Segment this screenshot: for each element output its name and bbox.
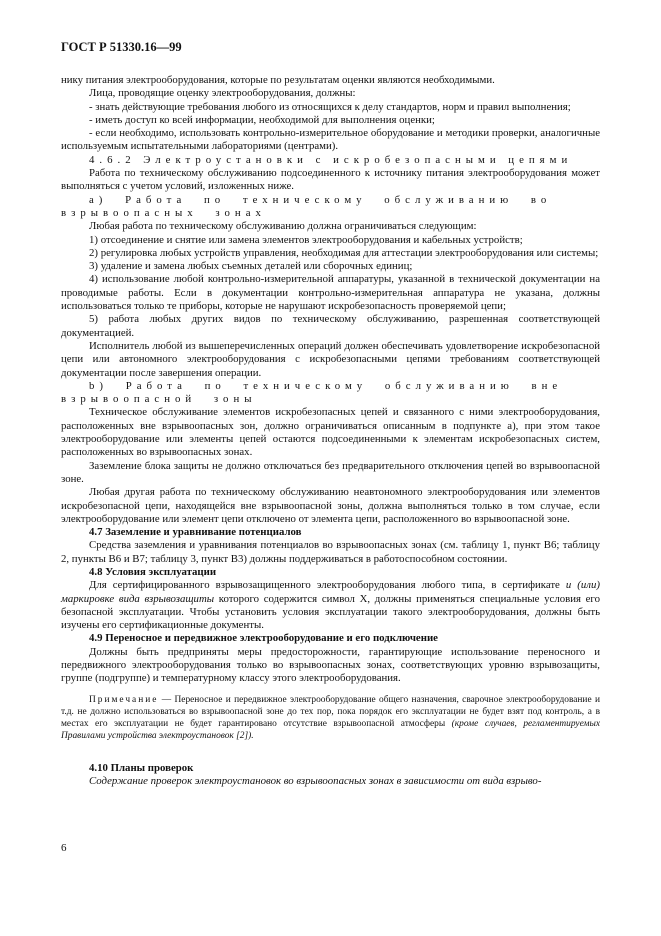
list-item: 2) регулировка любых устройств управления, необходимая для аттестации электрооборудования или системы; (89, 246, 599, 259)
section-heading-4-8: 4.8 Условия эксплуатации (89, 565, 217, 578)
list-item: - если необходимо, использовать контрольно-измерительное оборудование и методики проверки, аналогичные используемым испытательными лабораториями (центрами). (61, 127, 600, 153)
paragraph: Работа по техническому обслуживанию подсоединенного к источнику питания электрооборудования может выполняться с учетом условий, изложенных ниже. (61, 167, 600, 193)
list-item: 4) использование любой контрольно-измерительной аппаратуры, указанной в технической документации на проводимые работы. Если в документации контрольно-измерительная аппаратура не указана, должны использоваться только те приборы, которые не нарушают искробезопасность проверяемой цепи; (61, 273, 600, 313)
paragraph-italic-text: и (или) маркировке вида взрывозащиты (61, 579, 600, 605)
paragraph: Любая работа по техническому обслуживанию должна ограничиваться следующим: (89, 220, 477, 233)
paragraph: Лица, проводящие оценку электрооборудования, должны: (89, 87, 356, 100)
note-italic-text: (кроме случаев, регламентируемых Правилами устройства электроустановок [2]). (61, 718, 601, 741)
standard-title: ГОСТ Р 51330.16—99 (61, 40, 182, 54)
paragraph: Должны быть предприняты меры предосторожности, гарантирующие использование переносного и передвижного электрооборудования только во взрывоопасных зонах, соответствующих уровню взрывозащиты, группе (подгруппе) и температурному классу этого электрооборудования. (61, 645, 600, 685)
section-heading-4-6-2: 4.6.2 Электроустановки с искробезопасными цепями (89, 153, 573, 166)
note-label: Примечание (89, 694, 159, 705)
paragraph-text: Для сертифицированного взрывозащищенного электрооборудования любого типа, в сертификате (89, 579, 566, 592)
section-heading-4-7: 4.7 Заземление и уравнивание потенциалов (89, 526, 302, 539)
list-item: 5) работа любых других видов по техническому обслуживанию, разрешенная соответствующей документацией. (61, 313, 600, 339)
page-number: 6 (61, 842, 67, 854)
list-item: 1) отсоединение и снятие или замена элементов электрооборудования и кабельных устройств; (89, 233, 523, 246)
section-heading-4-10: 4.10 Планы проверок (89, 761, 194, 774)
paragraph: Техническое обслуживание элементов искробезопасных цепей и связанного с ними электрооборудования, расположенных вне взрывоопасных зон, должно ограничиваться описанным в подпункте а), при этом такое электрооборудование или элементы цепей остаются подсоединенными к элементам искробезопасных систем, расположенных во взрывоопасных зонах. (61, 406, 600, 459)
subsection-heading-a: а) Работа по техническому обслуживанию во взрывоопасных зонах (61, 193, 552, 219)
paragraph: Содержание проверок электроустановок во взрывоопасных зонах в зависимости от вида взрыво- (89, 774, 542, 787)
note-text: — Переносное и передвижное электрооборудование общего назначения, сварочное электрооборудование и т.д. не должно использоваться во взрывоопасной зоне до тех пор, пока порядок его эксплуатации не будет взят под контроль, а в местах его эксплуатации не будет гарантировано отсутствие взрывоопасной атмосферы (61, 694, 600, 729)
note (61, 694, 600, 742)
paragraph: нику питания электрооборудования, которые по результатам оценки являются необходимыми. (61, 74, 495, 86)
subsection-heading-b: b) Работа по техническому обслуживанию вне взрывоопасной зоны (61, 379, 563, 406)
paragraph: Любая другая работа по техническому обслуживанию неавтономного электрооборудования или элементов искробезопасной цепи, находящейся вне взрывоопасной зоны, должна выполняться только в том случае, если электрооборудование или элемент цепи отключено от элемента цепи, расположенного во взрывоопасной зоне. (61, 486, 600, 525)
paragraph: Заземление блока защиты не должно отключаться без предварительного отключения цепей во взрывоопасной зоне. (61, 459, 600, 485)
section-heading-4-9: 4.9 Переносное и передвижное электрооборудование и его подключение (89, 632, 438, 645)
paragraph: Средства заземления и уравнивания потенциалов во взрывоопасных зонах (см. таблицу 1, пункт В6; таблицу 2, пункты В6 и В7; таблицу 3, пункт В3) должны поддерживаться в работоспособном состоянии. (61, 539, 600, 565)
document-body (61, 74, 600, 788)
paragraph (61, 579, 600, 632)
paragraph: Исполнитель любой из вышеперечисленных операций должен обеспечивать удовлетворение искробезопасной цепи или автономного электрооборудования с искробезопасными цепями требованиям соответствующей документации после завершения операции. (61, 339, 600, 379)
paragraph-text: которого содержится символ X, должны применяться специальные условия его безопасной эксплуатации. Чтобы установить условия эксплуатации такого электрооборудования, должны быть изучены его сертификационные документы. (61, 592, 600, 632)
list-item: - иметь доступ ко всей информации, необходимой для выполнения оценки; (89, 113, 435, 126)
list-item: - знать действующие требования любого из относящихся к делу стандартов, норм и правил выполнения; (89, 100, 571, 113)
list-item: 3) удаление и замена любых съемных деталей или сборочных единиц; (89, 260, 413, 273)
